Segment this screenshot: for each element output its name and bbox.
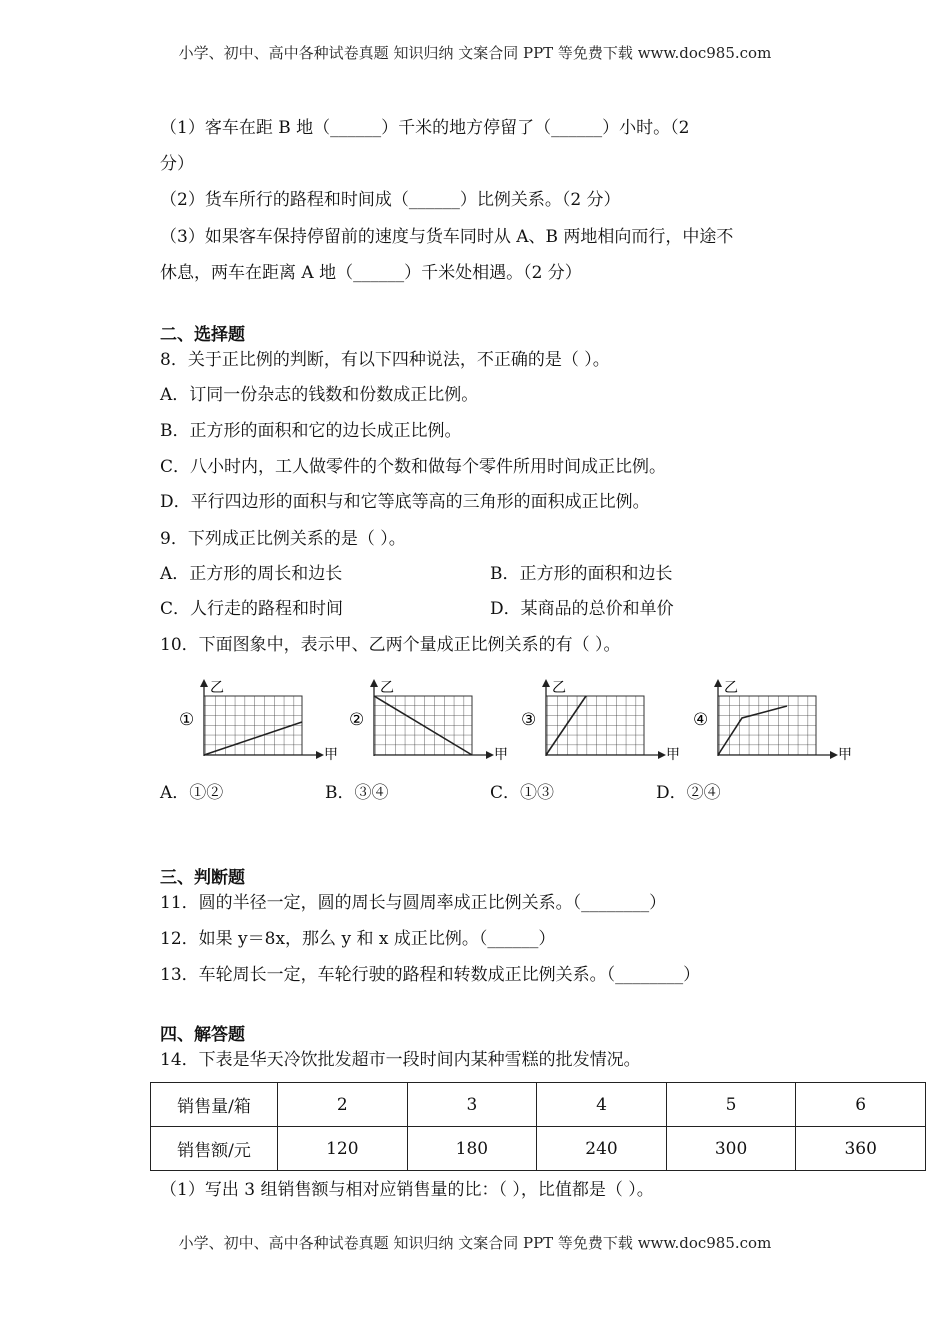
section-4-title: 四、解答题 bbox=[160, 1025, 245, 1045]
q11: 11．圆的半径一定，圆的周长与圆周率成正比例关系。（________） bbox=[160, 893, 667, 913]
graph-1-x-label: 甲 bbox=[324, 747, 338, 763]
table-cell: 180 bbox=[407, 1127, 537, 1171]
q9-stem: 9．下列成正比例关系的是（ ）。 bbox=[160, 529, 406, 549]
section-2-title: 二、选择题 bbox=[160, 325, 245, 345]
q14-part1: （1）写出 3 组销售额与相对应销售量的比：（ ），比值都是（ ）。 bbox=[160, 1180, 654, 1200]
table-cell: 5 bbox=[666, 1083, 796, 1127]
table-cell: 360 bbox=[796, 1127, 926, 1171]
q10-graph-1 bbox=[176, 676, 341, 768]
q7-part3-line1: （3）如果客车保持停留前的速度与货车同时从 A、B 两地相向而行，中途不 bbox=[160, 227, 734, 247]
q9-option-c: C．人行走的路程和时间 bbox=[160, 599, 344, 619]
q7-part1-line1: （1）客车在距 B 地（______）千米的地方停留了（______）小时。（2 bbox=[160, 118, 690, 138]
table-cell: 3 bbox=[407, 1083, 537, 1127]
q8-option-d: D．平行四边形的面积与和它等底等高的三角形的面积成正比例。 bbox=[160, 492, 650, 512]
q8-option-a: A．订同一份杂志的钱数和份数成正比例。 bbox=[160, 385, 479, 405]
table-cell: 300 bbox=[666, 1127, 796, 1171]
q7-part3-line2: 休息，两车在距离 A 地（______）千米处相遇。（2 分） bbox=[160, 263, 582, 283]
graph-4-y-label: 乙 bbox=[724, 680, 738, 696]
table-row-header: 销售量/箱 bbox=[151, 1083, 278, 1127]
q9-option-a: A．正方形的周长和边长 bbox=[160, 564, 343, 584]
table-cell: 120 bbox=[278, 1127, 408, 1171]
table-cell: 4 bbox=[537, 1083, 667, 1127]
q13: 13．车轮周长一定，车轮行驶的路程和转数成正比例关系。（________） bbox=[160, 965, 701, 985]
table-cell: 240 bbox=[537, 1127, 667, 1171]
page-footer: 小学、初中、高中各种试卷真题 知识归纳 文案合同 PPT 等免费下载 www.doc985.com bbox=[178, 1234, 772, 1252]
graph-4-x-label: 甲 bbox=[838, 747, 852, 763]
q10-graph-2 bbox=[346, 676, 511, 768]
q10-option-d: D．②④ bbox=[656, 783, 721, 803]
q9-option-d: D．某商品的总价和单价 bbox=[490, 599, 674, 619]
graph-2-x-label: 甲 bbox=[494, 747, 508, 763]
graph-3-label: ③ bbox=[521, 710, 537, 730]
table-row-header: 销售额/元 bbox=[151, 1127, 278, 1171]
q9-option-b: B．正方形的面积和边长 bbox=[490, 564, 673, 584]
q8-option-c: C．八小时内，工人做零件的个数和做每个零件所用时间成正比例。 bbox=[160, 457, 667, 477]
q10-stem: 10．下面图象中，表示甲、乙两个量成正比例关系的有（ ）。 bbox=[160, 635, 621, 655]
q7-part2: （2）货车所行的路程和时间成（______）比例关系。（2 分） bbox=[160, 190, 621, 210]
section-3-title: 三、判断题 bbox=[160, 868, 245, 888]
q7-part1-line2: 分） bbox=[160, 154, 194, 174]
graph-3-x-label: 甲 bbox=[666, 747, 680, 763]
q8-stem: 8．关于正比例的判断，有以下四种说法，不正确的是（ ）。 bbox=[160, 350, 610, 370]
table-row bbox=[151, 1127, 926, 1171]
q10-graph-4 bbox=[690, 676, 855, 768]
graph-2-label: ② bbox=[349, 710, 365, 730]
page-header: 小学、初中、高中各种试卷真题 知识归纳 文案合同 PPT 等免费下载 www.doc985.com bbox=[178, 44, 772, 62]
graph-1-y-label: 乙 bbox=[210, 680, 224, 696]
q10-option-c: C．①③ bbox=[490, 783, 555, 803]
table-row bbox=[151, 1083, 926, 1127]
sales-table bbox=[150, 1082, 926, 1171]
q14-stem: 14．下表是华天冷饮批发超市一段时间内某种雪糕的批发情况。 bbox=[160, 1050, 641, 1070]
table-cell: 2 bbox=[278, 1083, 408, 1127]
graph-2-y-label: 乙 bbox=[380, 680, 394, 696]
q10-option-a: A．①② bbox=[160, 783, 224, 803]
q10-graph-3 bbox=[518, 676, 683, 768]
q8-option-b: B．正方形的面积和它的边长成正比例。 bbox=[160, 421, 462, 441]
graph-1-label: ① bbox=[179, 710, 195, 730]
q12: 12．如果 y＝8x，那么 y 和 x 成正比例。（______） bbox=[160, 929, 556, 949]
graph-4-label: ④ bbox=[693, 710, 709, 730]
q10-option-b: B．③④ bbox=[325, 783, 389, 803]
table-cell: 6 bbox=[796, 1083, 926, 1127]
graph-3-y-label: 乙 bbox=[552, 680, 566, 696]
